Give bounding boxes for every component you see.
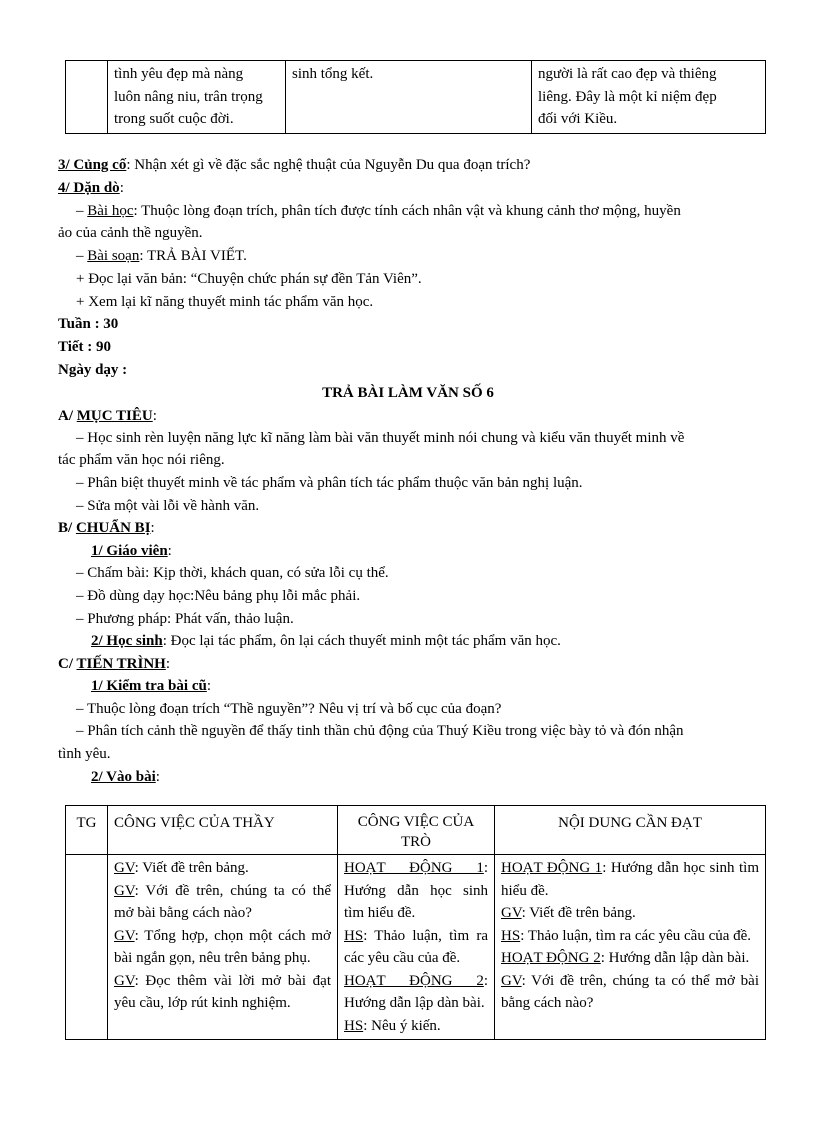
header-student: CÔNG VIỆC CỦA TRÒ — [338, 806, 495, 855]
item-text: : Hướng dẫn lập dàn bài. — [344, 972, 488, 1011]
section-c-heading — [58, 654, 170, 674]
section-label: MỤC TIÊU — [76, 408, 153, 424]
baisoan-text: : TRẢ BÀI VIẾT. — [139, 248, 247, 264]
content-item — [501, 947, 759, 970]
b1-item-1: – Chấm bài: Kịp thời, khách quan, có sửa lỗi cụ thể. — [76, 565, 389, 581]
tiet-label: Tiết : 90 — [58, 339, 112, 355]
student-cell — [286, 61, 532, 134]
hd-tag: HOẠT ĐỘNG 1 — [501, 860, 603, 876]
baihoc-cont: ảo của cảnh thề nguyền. — [58, 225, 203, 241]
continuation-table — [65, 60, 766, 134]
gv-tag: GV — [501, 972, 522, 989]
baihoc-label: Bài học — [87, 203, 134, 219]
subsection-label: 2/ Học sinh — [91, 633, 163, 649]
header-tg: TG — [66, 806, 108, 855]
hs-tag: HS — [501, 927, 521, 944]
cungco-label: 3/ Củng cố — [58, 157, 127, 173]
lesson-table — [65, 805, 766, 1040]
item-text: : Hướng dẫn học sinh tìm hiểu đề. — [501, 860, 759, 899]
item-text: : Thảo luận, tìm ra các yêu cầu của đề. — [520, 927, 752, 944]
cell-line: trong suốt cuộc đời. — [114, 111, 234, 127]
table-header-row — [66, 806, 766, 855]
teacher-item — [114, 880, 331, 925]
baihoc-text: : Thuộc lòng đoạn trích, phân tích được tính cách nhân vật và khung cảnh thơ mộng, huyền — [133, 203, 681, 219]
colon: : — [150, 520, 155, 536]
tg-cell — [66, 61, 108, 134]
colon: : — [206, 678, 211, 694]
item-text: : Đọc thêm vài lời mở bài đạt yêu cầu, lớp rút kinh nghiệm. — [114, 972, 331, 1011]
hs-tag: HS — [344, 1017, 364, 1034]
hd-tag: HOẠT ĐỘNG 2 — [344, 972, 484, 989]
table-row — [66, 61, 766, 134]
a-item-1-cont: tác phẩm văn học nói riêng. — [58, 452, 225, 468]
hs-tag: HS — [344, 927, 364, 944]
section-prefix: A/ — [58, 408, 77, 424]
baihoc-line — [76, 201, 681, 221]
section-label: CHUẨN BỊ — [75, 520, 151, 536]
c1-item-1: – Thuộc lòng đoạn trích “Thề nguyền”? Nêu vị trí và bố cục của đoạn? — [76, 701, 502, 717]
hd-tag: HOẠT ĐỘNG 1 — [344, 860, 484, 876]
teacher-cell — [108, 855, 338, 1040]
tg-cell — [66, 855, 108, 1040]
subsection-label: 2/ Vào bài — [91, 769, 156, 785]
c2-heading — [91, 767, 160, 787]
gv-tag: GV — [114, 927, 135, 944]
cell-line: sinh tổng kết. — [292, 66, 374, 82]
a-item-1: – Học sinh rèn luyện năng lực kĩ năng làm bài văn thuyết minh nói chung và kiểu văn thuyết minh về — [76, 430, 685, 446]
colon: : — [152, 408, 157, 424]
table-row — [66, 855, 766, 1040]
item-text: : Với đề trên, chúng ta có thể mở bài bằng cách nào? — [114, 882, 331, 921]
page-title: TRẢ BÀI LÀM VĂN SỐ 6 — [322, 385, 494, 401]
ngay-label: Ngày dạy : — [58, 362, 128, 378]
colon: : — [165, 656, 170, 672]
content-cell — [532, 61, 766, 134]
c1-heading — [91, 676, 211, 696]
student-item — [344, 1015, 488, 1038]
section-prefix: B/ — [58, 520, 76, 536]
gv-tag: GV — [114, 972, 135, 989]
dash: – — [76, 203, 88, 219]
teacher-item — [114, 970, 331, 1015]
hd-tag: HOẠT ĐỘNG 2 — [501, 950, 601, 966]
gv-tag: GV — [114, 882, 135, 899]
colon: : — [167, 543, 172, 559]
section-b-heading — [58, 518, 155, 538]
b1-item-3: – Phương pháp: Phát vấn, thảo luận. — [76, 611, 294, 627]
b2-text: : Đọc lại tác phẩm, ôn lại cách thuyết minh một tác phẩm văn học. — [162, 633, 561, 649]
baisoan-line — [76, 246, 247, 266]
item-text: : Tổng hợp, chọn một cách mở bài ngắn gọn, nêu trên bảng phụ. — [114, 927, 331, 966]
student-item — [344, 857, 488, 925]
section-prefix: C/ — [58, 656, 77, 672]
content-item — [501, 970, 759, 1015]
student-item — [344, 925, 488, 970]
cungco-text: : Nhận xét gì về đặc sắc nghệ thuật của Nguyễn Du qua đoạn trích? — [126, 157, 531, 173]
cell-line: liêng. Đây là một kỉ niệm đẹp — [538, 88, 717, 105]
item-text: : Hướng dẫn học sinh tìm hiểu đề. — [344, 860, 488, 921]
content-item — [501, 857, 759, 902]
item-text: : Viết đề trên bảng. — [134, 860, 249, 876]
b1-heading — [91, 541, 172, 561]
c1-item-2: – Phân tích cảnh thề nguyền để thấy tinh thần chủ động của Thuý Kiều trong việc bày tỏ và đón nhận — [76, 723, 684, 739]
plus-item-2: + Xem lại kĩ năng thuyết minh tác phẩm văn học. — [76, 294, 374, 310]
header-teacher: CÔNG VIỆC CỦA THẦY — [108, 806, 338, 855]
a-item-3: – Sửa một vài lỗi về hành văn. — [76, 498, 260, 514]
subsection-label: 1/ Giáo viên — [91, 543, 168, 559]
c1-item-2-cont: tình yêu. — [58, 746, 111, 762]
gv-tag: GV — [114, 860, 135, 876]
header-content: NỘI DUNG CẦN ĐẠT — [495, 806, 766, 855]
gv-tag: GV — [501, 905, 522, 921]
item-text: : Viết đề trên bảng. — [521, 905, 636, 921]
teacher-item — [114, 857, 331, 880]
cell-line: đối với Kiều. — [538, 111, 618, 127]
tuan-label: Tuần : 30 — [58, 316, 119, 332]
teacher-cell — [108, 61, 286, 134]
student-item — [344, 970, 488, 1015]
a-item-2: – Phân biệt thuyết minh về tác phẩm và phân tích tác phẩm thuộc văn bản nghị luận. — [76, 475, 583, 491]
dando-label: 4/ Dặn dò — [58, 180, 120, 196]
item-text: : Nêu ý kiến. — [363, 1017, 441, 1034]
colon: : — [155, 769, 160, 785]
content-cell — [495, 855, 766, 1040]
cungco-line — [58, 155, 530, 175]
cell-line: tình yêu đẹp mà nàng — [114, 66, 244, 82]
item-text: : Với đề trên, chúng ta có thể mở bài bằng cách nào? — [501, 972, 759, 1011]
baisoan-label: Bài soạn — [87, 248, 140, 264]
teacher-item — [114, 925, 331, 970]
item-text: : Thảo luận, tìm ra các yêu cầu của đề. — [344, 927, 488, 966]
content-item — [501, 925, 759, 948]
b1-item-2: – Đồ dùng dạy học:Nêu bảng phụ lỗi mắc phải. — [76, 588, 361, 604]
colon: : — [119, 180, 124, 196]
section-a-heading — [58, 406, 157, 426]
b2-line — [91, 631, 561, 651]
section-label: TIẾN TRÌNH — [76, 656, 166, 672]
subsection-label: 1/ Kiểm tra bài cũ — [91, 678, 207, 694]
item-text: : Hướng dẫn lập dàn bài. — [600, 950, 750, 966]
content-item — [501, 902, 759, 925]
dando-line — [58, 178, 124, 198]
cell-line: luôn nâng niu, trân trọng — [114, 88, 263, 105]
plus-item-1: + Đọc lại văn bản: “Chuyện chức phán sự đền Tản Viên”. — [76, 271, 422, 287]
cell-line: người là rất cao đẹp và thiêng — [538, 66, 717, 82]
dash: – — [76, 248, 88, 264]
student-cell — [338, 855, 495, 1040]
